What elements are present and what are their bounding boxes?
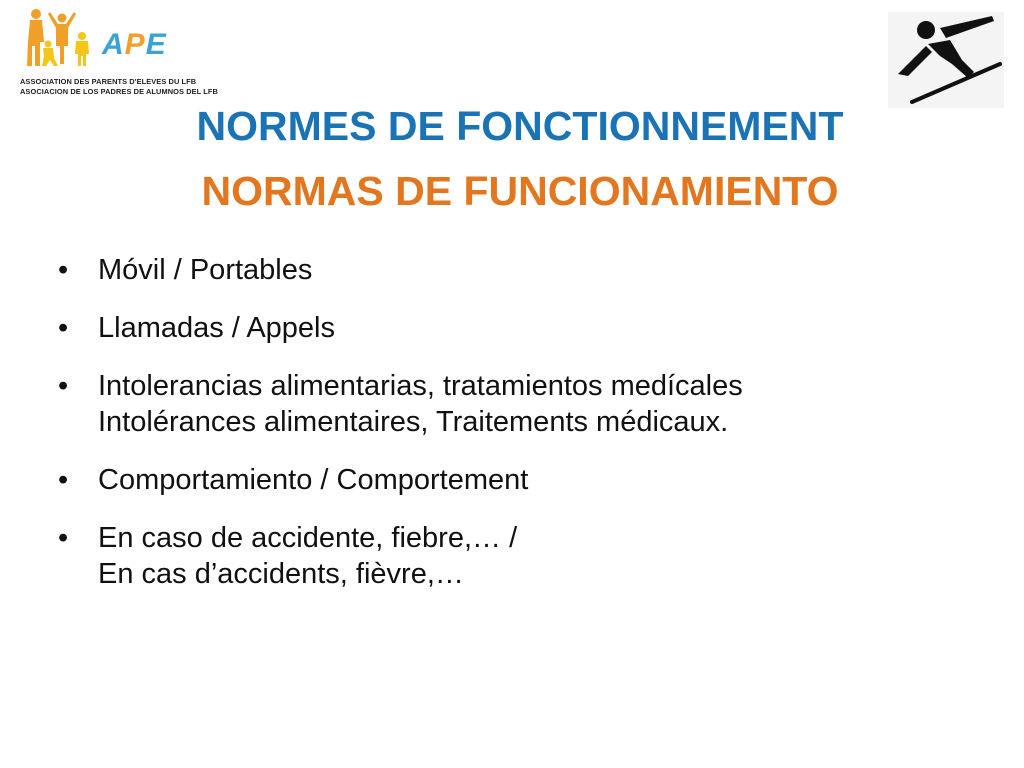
bullet-marker: • [58, 370, 69, 402]
bullet-marker: • [58, 464, 69, 496]
bullet-marker: • [58, 522, 69, 554]
ape-logo [18, 6, 218, 96]
list-item [56, 462, 976, 498]
list-item-text: Intolérances alimentaires, Traitements médicaux. [98, 406, 729, 438]
page-title-french: NORMES DE FONCTIONNEMENT [196, 103, 844, 149]
ski-jump-icon [888, 12, 1004, 108]
logo-letter: A [102, 28, 125, 61]
list-item-text: Comportamiento / Comportement [98, 464, 529, 496]
logo-letter: E [145, 28, 167, 61]
list-item [56, 520, 976, 592]
family-figures-icon [18, 6, 98, 68]
rules-list [56, 252, 976, 614]
bullet-marker: • [58, 254, 69, 286]
list-item [56, 368, 976, 440]
list-item [56, 252, 976, 288]
logo-caption-es: ASOCIACION DE LOS PADRES DE ALUMNOS DEL LFB [20, 87, 218, 96]
list-item-text: En caso de accidente, fiebre,… / [98, 522, 518, 554]
list-item-text: Intolerancias alimentarias, tratamientos medícales [98, 370, 743, 402]
list-item [56, 310, 976, 346]
list-item-text: Móvil / Portables [98, 254, 313, 286]
bullet-marker: • [58, 312, 69, 344]
logo-letter: P [124, 28, 146, 61]
logo-caption-fr: ASSOCIATION DES PARENTS D'ELEVES DU LFB [20, 77, 197, 86]
list-item-text: Llamadas / Appels [98, 312, 335, 344]
ape-logo-word [102, 30, 167, 60]
list-item-text: En cas d’accidents, fièvre,… [98, 558, 464, 590]
page-title-spanish: NORMAS DE FUNCIONAMIENTO [201, 168, 839, 214]
